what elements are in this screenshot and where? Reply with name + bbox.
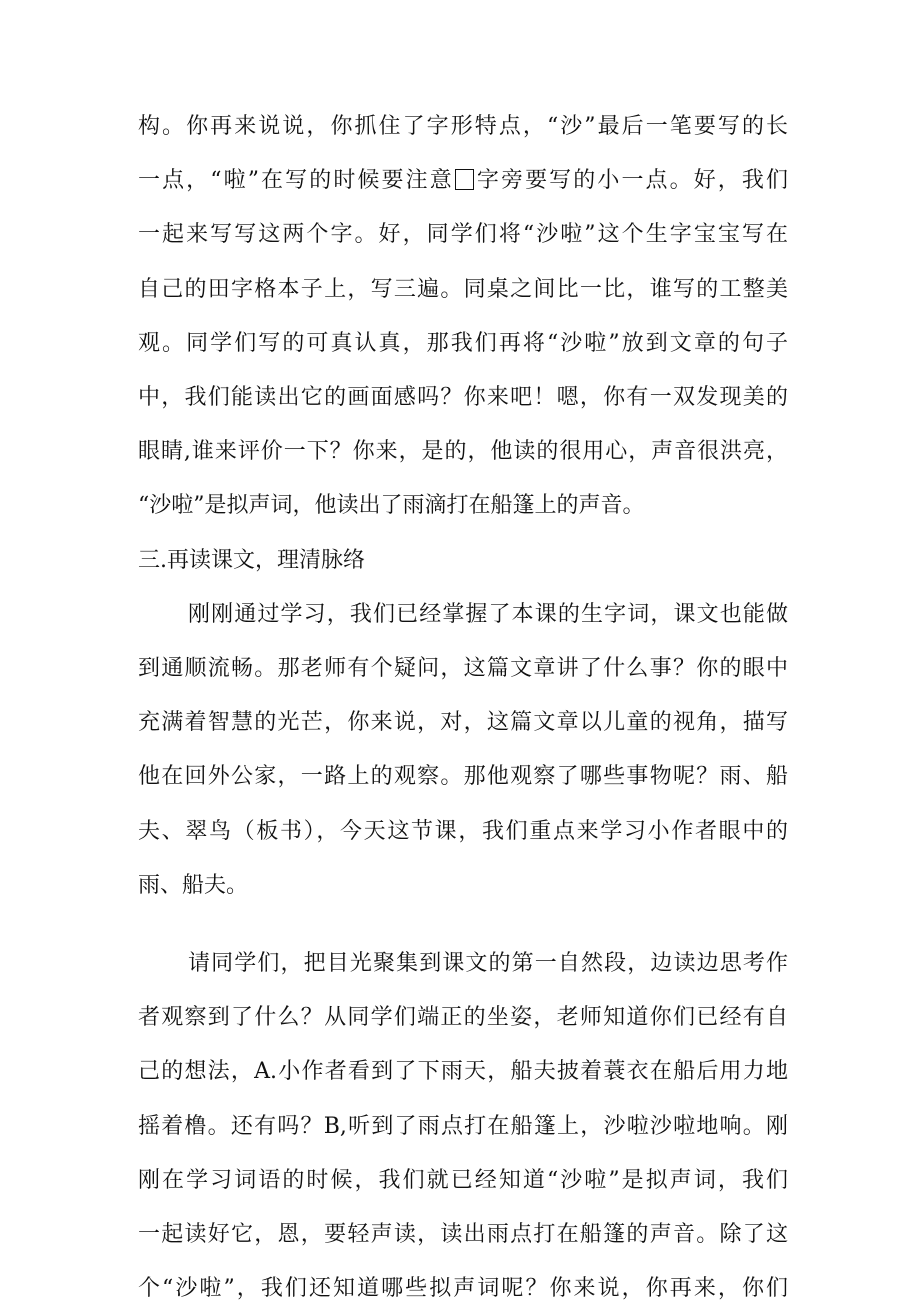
text-line: 自己的田字格本子上，写三遍。同桌之间比一比，谁写的工整美 (138, 276, 788, 302)
text-line: 一起来写写这两个字。好，同学们将“沙啦”这个生字宝宝写在 (138, 222, 788, 248)
text-line: 他在回外公家，一路上的观察。那他观察了哪些事物呢？雨、船 (138, 764, 788, 790)
paragraph-last-line: “沙啦”是拟声词，他读出了雨滴打在船篷上的声音。 (138, 493, 645, 519)
paragraph-last-line: 雨、船夫。 (138, 872, 249, 898)
text-line: 己的想法，A.小作者看到了下雨天，船夫披着蓑衣在船后用力地 (138, 1059, 788, 1085)
section-heading: 三.再读课文，理清脉络 (138, 547, 365, 573)
text-segment: 一点，“啦”在写的时候要注意 (138, 168, 454, 194)
empty-square-icon (455, 169, 474, 190)
text-line: 刚在学习词语的时候，我们就已经知道“沙啦”是拟声词，我们 (138, 1167, 788, 1193)
text-line: 个“沙啦”，我们还知道哪些拟声词呢？你来说，你再来，你们 (138, 1276, 788, 1302)
text-line: 充满着智慧的光芒，你来说，对，这篇文章以儿童的视角，描写 (138, 710, 788, 736)
text-segment: 字旁要写的小一点。好，我们 (474, 168, 788, 194)
text-line: 眼睛,谁来评价一下？你来，是的，他读的很用心，声音很洪亮， (138, 439, 788, 465)
text-line: 观。同学们写的可真认真，那我们再将“沙啦”放到文章的句子 (138, 330, 788, 356)
text-line: 到通顺流畅。那老师有个疑问，这篇文章讲了什么事？你的眼中 (138, 656, 788, 681)
text-line: 夫、翠鸟（板书），今天这节课，我们重点来学习小作者眼中的 (138, 818, 788, 844)
paragraph-first-line: 刚刚通过学习，我们已经掌握了本课的生字词，课文也能做 (188, 601, 788, 627)
text-line: 一起读好它，恩，要轻声读，读出雨点打在船篷的声音。除了这 (138, 1222, 788, 1247)
paragraph-first-line: 请同学们，把目光聚集到课文的第一自然段，边读边思考作 (188, 951, 788, 976)
text-line: 构。你再来说说，你抓住了字形特点，“沙”最后一笔要写的长 (138, 114, 788, 139)
text-line (138, 161, 788, 201)
text-line: 者观察到了什么？从同学们端正的坐姿，老师知道你们已经有自 (138, 1005, 788, 1031)
text-line: 中，我们能读出它的画面感吗？你来吧！嗯，你有一双发现美的 (138, 385, 788, 410)
text-line: 摇着橹。还有吗？B,听到了雨点打在船篷上，沙啦沙啦地响。刚 (138, 1113, 788, 1139)
